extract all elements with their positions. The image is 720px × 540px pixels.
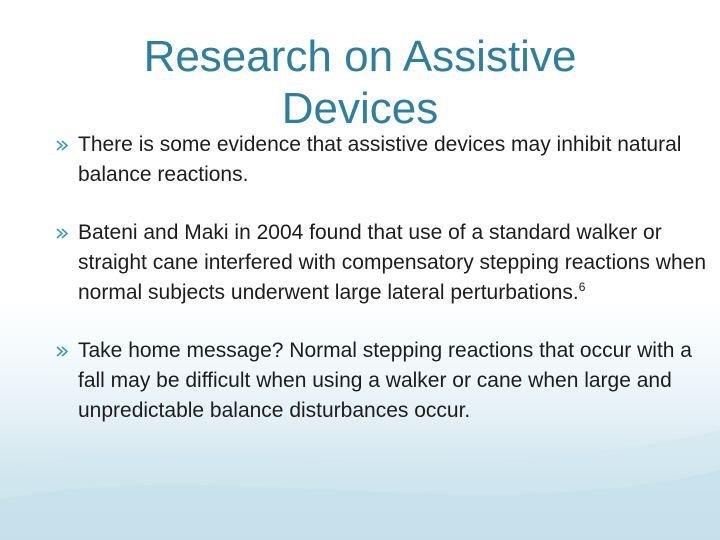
double-chevron-bullet-icon (56, 228, 69, 239)
bullet-text: There is some evidence that assistive devices may inhibit natural balance reactions. (78, 133, 682, 186)
bullet-list (56, 130, 706, 426)
slide-title-line-2: Devices (281, 84, 439, 134)
slide-title (0, 31, 720, 135)
double-chevron-bullet-icon (56, 140, 69, 151)
citation-superscript: 6 (578, 280, 586, 294)
slide-title-line-1: Research on Assistive (143, 32, 577, 82)
double-chevron-bullet-icon (56, 346, 69, 357)
bullet-item (56, 130, 706, 190)
bullet-text: Bateni and Maki in 2004 found that use of a standard walker or straight cane interfered with compensatory stepping reactions when normal subjects underwent large lateral perturbations. (78, 221, 707, 304)
bullet-text: Take home message? Normal stepping reactions that occur with a fall may be difficult when using a walker or cane when large and unpredictable balance disturbances occur. (78, 339, 692, 422)
bullet-item (56, 218, 706, 308)
bullet-item (56, 336, 706, 426)
